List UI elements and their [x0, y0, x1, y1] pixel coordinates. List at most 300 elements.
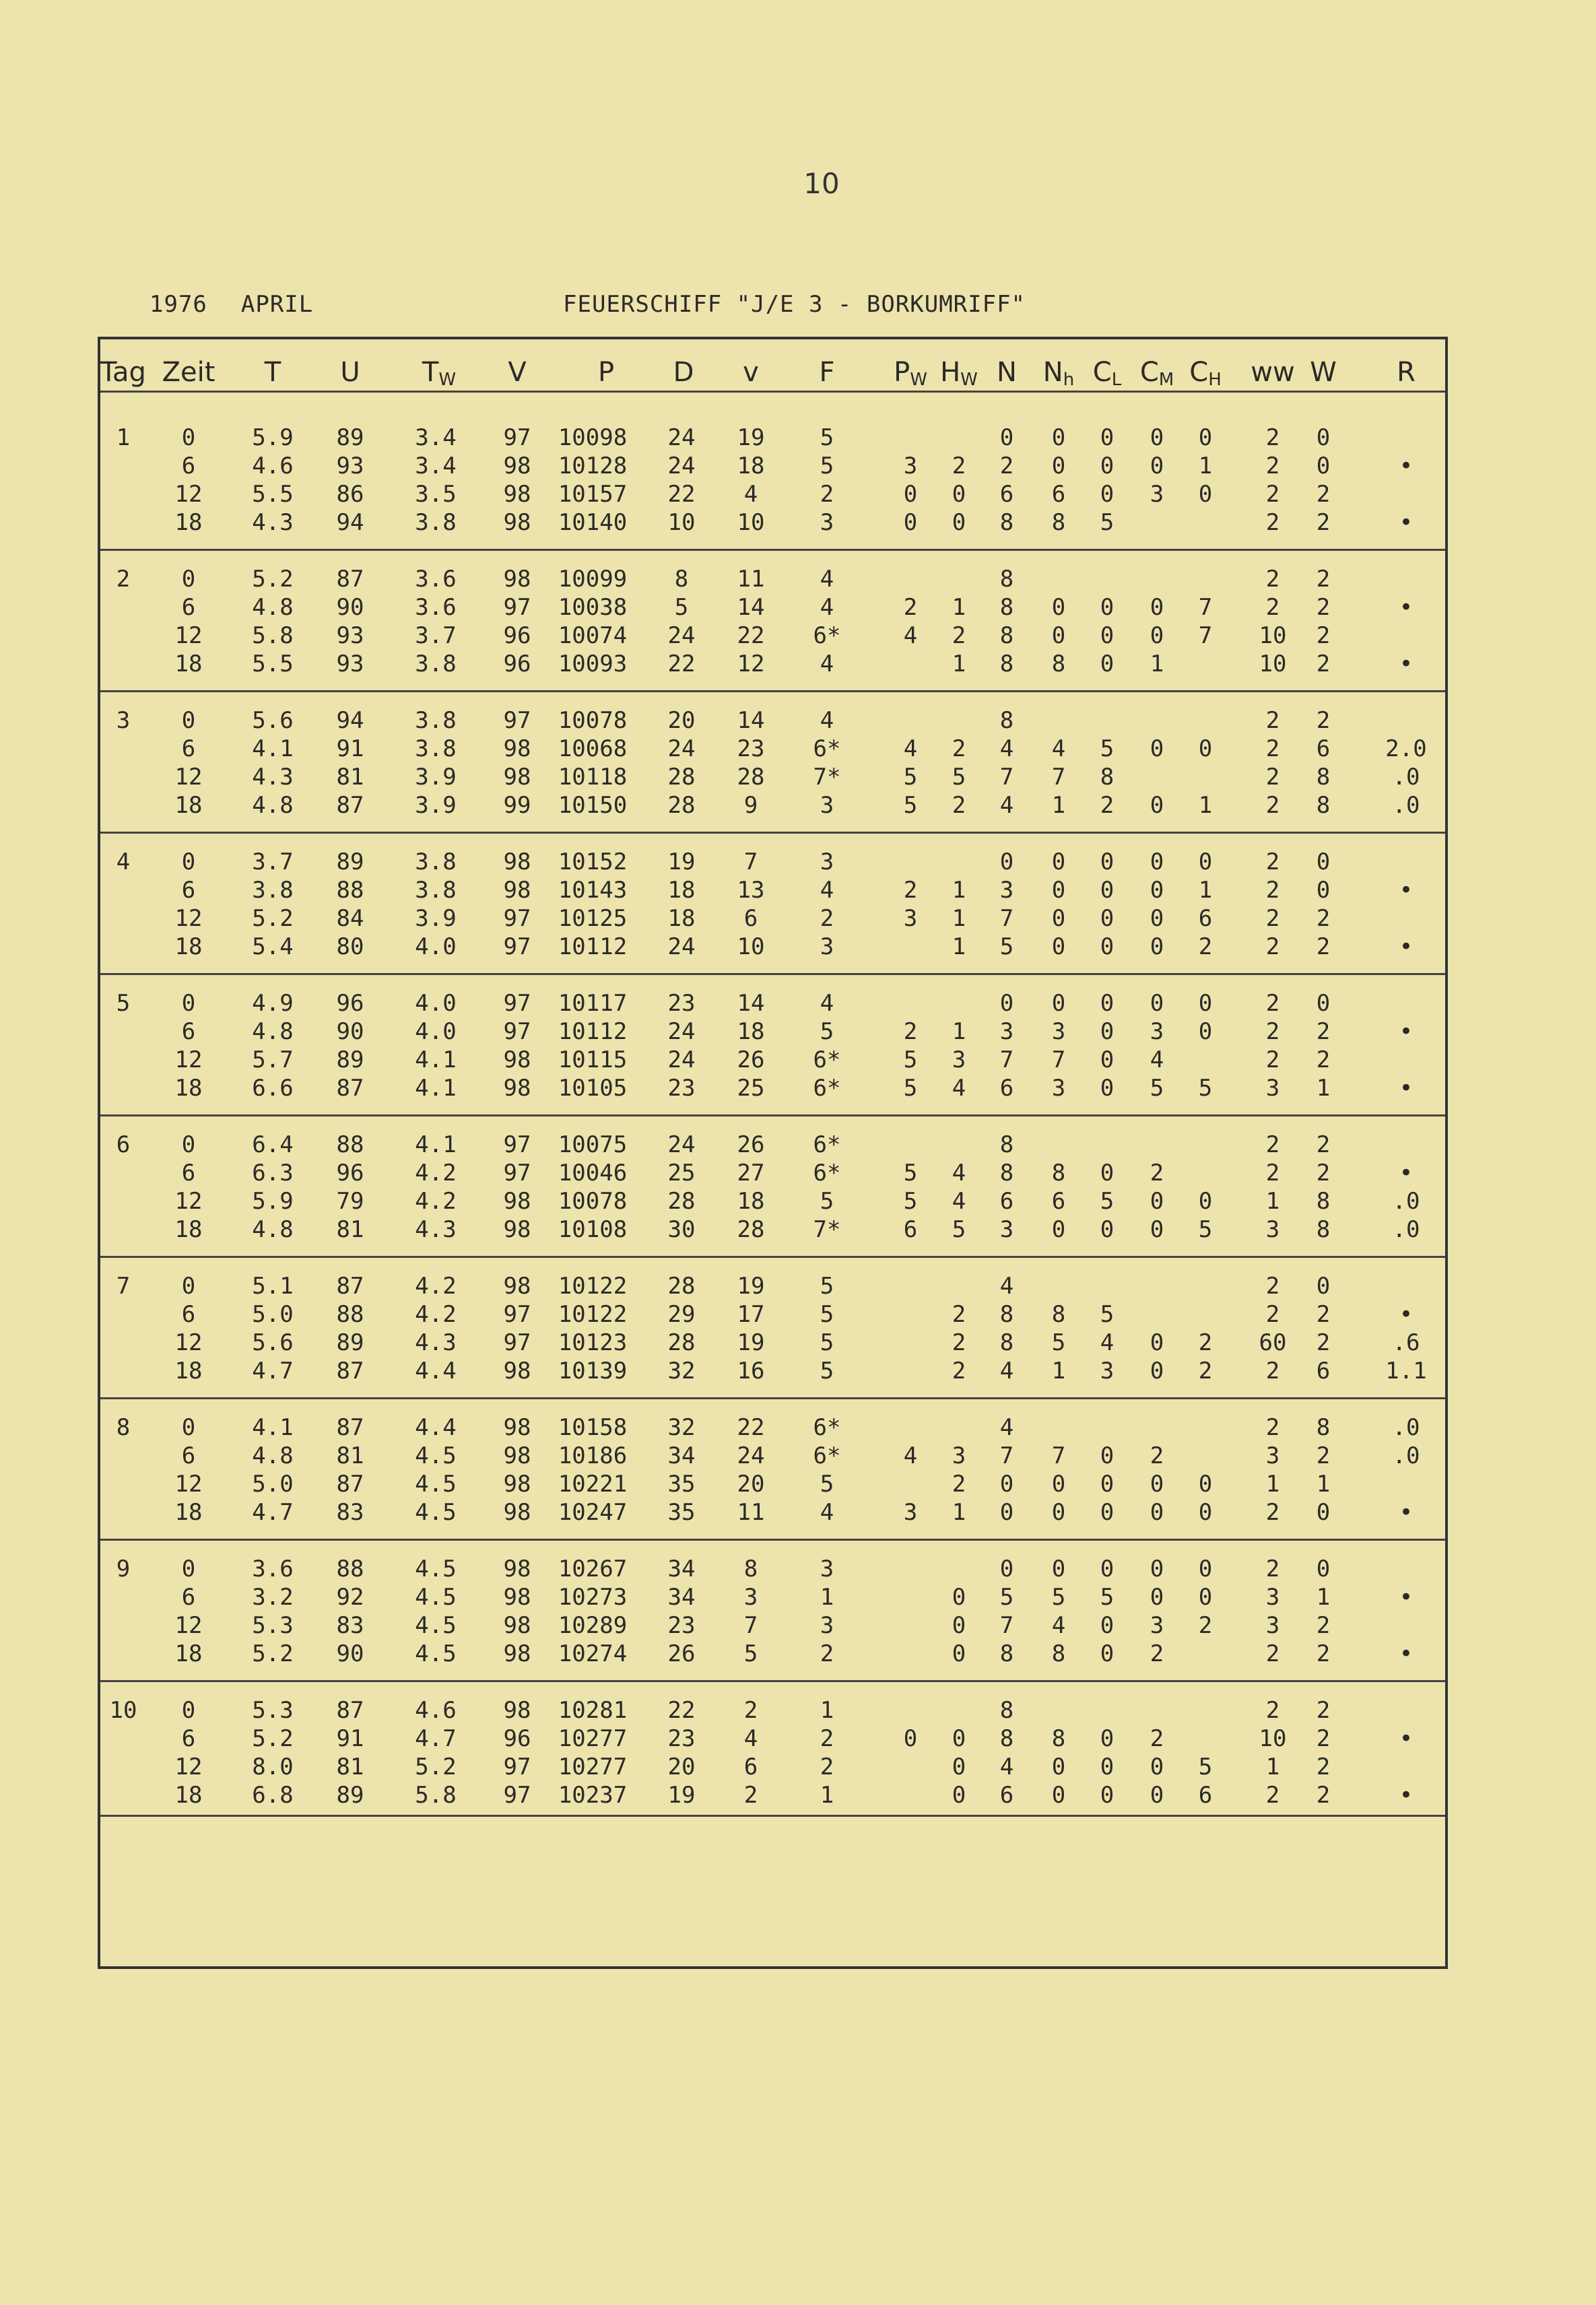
cell-t: 6.3	[252, 1160, 294, 1187]
cell-u: 90	[336, 1640, 364, 1667]
cell-w: 2	[1316, 1725, 1331, 1752]
cell-n: 8	[999, 1301, 1014, 1328]
cell-v: 13	[737, 877, 765, 904]
cell-t: 3.7	[252, 848, 294, 875]
cell-ww: 3	[1265, 1075, 1280, 1102]
cell-n: 5	[999, 1584, 1014, 1611]
cell-p: 10108	[558, 1216, 628, 1243]
cell-ch: 0	[1198, 1584, 1213, 1611]
cell-d: 24	[667, 1046, 696, 1073]
cell-p: 10277	[558, 1725, 628, 1752]
column-header-v	[743, 357, 759, 388]
cell-d: 22	[667, 481, 696, 508]
cell-tw: 3.6	[415, 566, 457, 593]
cell-cl: 8	[1100, 764, 1115, 791]
cell-v: 99	[503, 792, 531, 819]
cell-zeit: 6	[181, 1725, 196, 1752]
cell-d: 34	[667, 1442, 696, 1469]
cell-hw: 0	[952, 509, 966, 536]
cell-nh: 0	[1051, 990, 1066, 1017]
cell-r: .0	[1392, 792, 1420, 819]
cell-p: 10046	[558, 1160, 628, 1187]
cell-f: 2	[820, 905, 834, 932]
cell-w: 0	[1316, 424, 1331, 451]
cell-p: 10281	[558, 1697, 628, 1724]
cell-v: 98	[503, 1442, 531, 1469]
cell-tw: 4.5	[415, 1640, 457, 1667]
cell-cm: 0	[1150, 735, 1164, 762]
cell-n: 8	[999, 1131, 1014, 1158]
cell-cm: 0	[1150, 1499, 1164, 1526]
cell-r: .0	[1392, 1414, 1420, 1441]
cell-v: 8	[743, 1556, 758, 1582]
cell-pw: 0	[903, 1725, 918, 1752]
column-header-zeit	[162, 357, 215, 388]
cell-v: 26	[737, 1046, 765, 1073]
cell-u: 81	[336, 1753, 364, 1780]
cell-t: 4.8	[252, 1018, 294, 1045]
cell-zeit: 6	[181, 1160, 196, 1187]
cell-w: 2	[1316, 707, 1331, 734]
column-header-subscript: h	[1063, 370, 1075, 390]
cell-p: 10277	[558, 1753, 628, 1780]
cell-tw: 4.2	[415, 1301, 457, 1328]
cell-t: 3.2	[252, 1584, 294, 1611]
cell-w: 1	[1316, 1075, 1331, 1102]
cell-zeit: 12	[174, 481, 203, 508]
cell-f: 4	[820, 566, 834, 593]
cell-p: 10237	[558, 1782, 628, 1809]
cell-w: 8	[1316, 1216, 1331, 1243]
cell-hw: 1	[952, 877, 966, 904]
cell-ch: 0	[1198, 424, 1213, 451]
cell-u: 87	[336, 1075, 364, 1102]
cell-cl: 0	[1100, 424, 1115, 451]
cell-n: 8	[999, 707, 1014, 734]
cell-tw: 3.9	[415, 905, 457, 932]
cell-r: .0	[1392, 1442, 1420, 1469]
cell-n: 6	[999, 481, 1014, 508]
cell-f: 3	[820, 792, 834, 819]
cell-zeit: 18	[174, 1640, 203, 1667]
cell-d: 18	[667, 877, 696, 904]
cell-nh: 5	[1051, 1329, 1066, 1356]
cell-r: 1.1	[1385, 1358, 1427, 1384]
cell-cl: 0	[1100, 594, 1115, 621]
cell-u: 87	[336, 1697, 364, 1724]
day-number: 3	[116, 707, 131, 734]
cell-t: 4.7	[252, 1358, 294, 1384]
cell-tw: 4.1	[415, 1075, 457, 1102]
cell-ww: 1	[1265, 1188, 1280, 1215]
cell-u: 92	[336, 1584, 364, 1611]
cell-pw: 0	[903, 509, 918, 536]
cell-tw: 3.8	[415, 650, 457, 677]
cell-hw: 1	[952, 933, 966, 960]
cell-t: 3.8	[252, 877, 294, 904]
cell-tw: 4.5	[415, 1442, 457, 1469]
day-number: 9	[116, 1556, 131, 1582]
cell-zeit: 12	[174, 1329, 203, 1356]
cell-f: 6*	[813, 1046, 841, 1073]
cell-u: 87	[336, 792, 364, 819]
cell-t: 5.2	[252, 1725, 294, 1752]
cell-d: 23	[667, 990, 696, 1017]
cell-ww: 10	[1259, 622, 1287, 649]
cell-zeit: 0	[181, 848, 196, 875]
cell-r: •	[1399, 1160, 1414, 1187]
cell-ww: 2	[1265, 509, 1280, 536]
cell-u: 81	[336, 764, 364, 791]
cell-nh: 1	[1051, 1358, 1066, 1384]
cell-d: 32	[667, 1414, 696, 1441]
cell-u: 83	[336, 1612, 364, 1639]
cell-n: 3	[999, 877, 1014, 904]
cell-pw: 4	[903, 735, 918, 762]
cell-p: 10274	[558, 1640, 628, 1667]
cell-v: 14	[737, 990, 765, 1017]
cell-tw: 4.5	[415, 1612, 457, 1639]
cell-d: 24	[667, 735, 696, 762]
column-header-tw	[422, 357, 456, 390]
column-header-label: P	[597, 357, 615, 388]
cell-d: 24	[667, 1018, 696, 1045]
cell-zeit: 12	[174, 905, 203, 932]
cell-v: 98	[503, 453, 531, 479]
cell-tw: 4.0	[415, 1018, 457, 1045]
cell-cm: 0	[1150, 1216, 1164, 1243]
cell-zeit: 0	[181, 1556, 196, 1582]
cell-ww: 2	[1265, 1697, 1280, 1724]
cell-n: 7	[999, 1046, 1014, 1073]
cell-t: 5.5	[252, 650, 294, 677]
cell-ch: 0	[1198, 735, 1213, 762]
cell-d: 24	[667, 622, 696, 649]
day-divider	[100, 1256, 1445, 1258]
cell-ww: 2	[1265, 933, 1280, 960]
cell-p: 10075	[558, 1131, 628, 1158]
cell-w: 2	[1316, 594, 1331, 621]
cell-zeit: 12	[174, 1753, 203, 1780]
cell-r: •	[1399, 877, 1414, 904]
cell-r: •	[1399, 453, 1414, 479]
cell-zeit: 18	[174, 1782, 203, 1809]
cell-hw: 2	[952, 1329, 966, 1356]
cell-ww: 2	[1265, 877, 1280, 904]
cell-hw: 0	[952, 1753, 966, 1780]
cell-nh: 0	[1051, 1216, 1066, 1243]
column-header-d	[673, 357, 694, 388]
cell-u: 86	[336, 481, 364, 508]
cell-u: 83	[336, 1499, 364, 1526]
cell-zeit: 6	[181, 735, 196, 762]
cell-v: 22	[737, 622, 765, 649]
cell-v: 7	[743, 848, 758, 875]
cell-cm: 0	[1150, 1782, 1164, 1809]
cell-n: 8	[999, 650, 1014, 677]
cell-nh: 7	[1051, 764, 1066, 791]
cell-ww: 2	[1265, 707, 1280, 734]
cell-ch: 5	[1198, 1075, 1213, 1102]
cell-v: 97	[503, 1160, 531, 1187]
cell-v: 98	[503, 1273, 531, 1300]
cell-cm: 0	[1150, 848, 1164, 875]
cell-t: 5.3	[252, 1697, 294, 1724]
cell-p: 10123	[558, 1329, 628, 1356]
cell-ww: 2	[1265, 1499, 1280, 1526]
column-header-t	[265, 357, 281, 388]
cell-t: 3.6	[252, 1556, 294, 1582]
cell-u: 88	[336, 1131, 364, 1158]
cell-w: 2	[1316, 1131, 1331, 1158]
title-station: FEUERSCHIFF "J/E 3 - BORKUMRIFF"	[563, 291, 1026, 318]
cell-n: 4	[999, 1753, 1014, 1780]
cell-cl: 0	[1100, 622, 1115, 649]
cell-nh: 0	[1051, 1753, 1066, 1780]
cell-r: •	[1399, 1499, 1414, 1526]
cell-ww: 2	[1265, 848, 1280, 875]
day-divider	[100, 1114, 1445, 1116]
cell-ww: 10	[1259, 1725, 1287, 1752]
cell-hw: 2	[952, 1471, 966, 1498]
cell-t: 5.2	[252, 566, 294, 593]
cell-p: 10221	[558, 1471, 628, 1498]
cell-n: 0	[999, 1556, 1014, 1582]
column-header-label: Zeit	[162, 357, 215, 388]
cell-n: 8	[999, 566, 1014, 593]
cell-f: 2	[820, 1640, 834, 1667]
cell-v: 98	[503, 509, 531, 536]
cell-w: 2	[1316, 622, 1331, 649]
cell-pw: 5	[903, 1075, 918, 1102]
cell-r: •	[1399, 1782, 1414, 1809]
cell-u: 79	[336, 1188, 364, 1215]
cell-cl: 0	[1100, 1046, 1115, 1073]
cell-ww: 3	[1265, 1442, 1280, 1469]
cell-hw: 3	[952, 1046, 966, 1073]
cell-tw: 4.4	[415, 1358, 457, 1384]
cell-zeit: 18	[174, 650, 203, 677]
cell-d: 28	[667, 792, 696, 819]
cell-f: 2	[820, 1725, 834, 1752]
cell-nh: 0	[1051, 1471, 1066, 1498]
cell-ch: 6	[1198, 1782, 1213, 1809]
cell-d: 25	[667, 1160, 696, 1187]
cell-v: 98	[503, 1640, 531, 1667]
cell-tw: 3.7	[415, 622, 457, 649]
cell-v: 28	[737, 764, 765, 791]
cell-zeit: 18	[174, 1499, 203, 1526]
cell-ww: 2	[1265, 1414, 1280, 1441]
cell-p: 10186	[558, 1442, 628, 1469]
cell-u: 96	[336, 1160, 364, 1187]
cell-cm: 3	[1150, 1018, 1164, 1045]
cell-t: 6.8	[252, 1782, 294, 1809]
cell-p: 10125	[558, 905, 628, 932]
cell-t: 5.9	[252, 1188, 294, 1215]
cell-d: 5	[674, 594, 689, 621]
cell-d: 29	[667, 1301, 696, 1328]
cell-ch: 2	[1198, 1612, 1213, 1639]
cell-zeit: 0	[181, 1414, 196, 1441]
cell-hw: 0	[952, 1725, 966, 1752]
cell-cm: 0	[1150, 622, 1164, 649]
cell-cl: 0	[1100, 933, 1115, 960]
cell-f: 6*	[813, 735, 841, 762]
column-header-tag	[100, 357, 146, 388]
cell-u: 87	[336, 1273, 364, 1300]
cell-cl: 0	[1100, 1160, 1115, 1187]
cell-nh: 7	[1051, 1442, 1066, 1469]
cell-hw: 2	[952, 792, 966, 819]
cell-p: 10112	[558, 933, 628, 960]
cell-ch: 0	[1198, 1018, 1213, 1045]
cell-d: 28	[667, 1329, 696, 1356]
cell-t: 5.5	[252, 481, 294, 508]
cell-n: 7	[999, 1612, 1014, 1639]
day-divider	[100, 973, 1445, 975]
cell-w: 2	[1316, 1442, 1331, 1469]
cell-hw: 2	[952, 1358, 966, 1384]
cell-f: 7*	[813, 764, 841, 791]
cell-p: 10099	[558, 566, 628, 593]
cell-f: 4	[820, 594, 834, 621]
cell-r: •	[1399, 933, 1414, 960]
cell-zeit: 12	[174, 1188, 203, 1215]
cell-p: 10122	[558, 1273, 628, 1300]
cell-ch: 2	[1198, 933, 1213, 960]
cell-hw: 0	[952, 481, 966, 508]
cell-f: 2	[820, 481, 834, 508]
cell-v: 24	[737, 1442, 765, 1469]
cell-cm: 1	[1150, 650, 1164, 677]
day-number: 1	[116, 424, 131, 451]
cell-cl: 0	[1100, 877, 1115, 904]
cell-d: 28	[667, 1188, 696, 1215]
cell-cm: 0	[1150, 453, 1164, 479]
cell-cm: 0	[1150, 424, 1164, 451]
cell-n: 8	[999, 1640, 1014, 1667]
cell-d: 24	[667, 453, 696, 479]
cell-zeit: 0	[181, 1697, 196, 1724]
cell-f: 3	[820, 848, 834, 875]
cell-w: 1	[1316, 1584, 1331, 1611]
cell-zeit: 18	[174, 1216, 203, 1243]
cell-v: 11	[737, 1499, 765, 1526]
cell-zeit: 12	[174, 1046, 203, 1073]
day-number: 7	[116, 1273, 131, 1300]
cell-r: •	[1399, 594, 1414, 621]
column-header-subscript: W	[960, 370, 978, 390]
cell-w: 2	[1316, 1697, 1331, 1724]
column-header-label: V	[508, 357, 527, 388]
cell-w: 2	[1316, 1753, 1331, 1780]
header-rule	[100, 391, 1445, 393]
cell-pw: 6	[903, 1216, 918, 1243]
cell-t: 5.7	[252, 1046, 294, 1073]
cell-n: 4	[999, 735, 1014, 762]
cell-w: 8	[1316, 764, 1331, 791]
cell-w: 2	[1316, 1640, 1331, 1667]
cell-pw: 3	[903, 1499, 918, 1526]
cell-n: 4	[999, 1273, 1014, 1300]
cell-f: 4	[820, 1499, 834, 1526]
cell-ch: 7	[1198, 594, 1213, 621]
cell-v: 11	[737, 566, 765, 593]
cell-p: 10289	[558, 1612, 628, 1639]
cell-ch: 1	[1198, 453, 1213, 479]
column-header-f	[819, 357, 834, 388]
cell-zeit: 12	[174, 764, 203, 791]
cell-d: 28	[667, 764, 696, 791]
column-header-label: H	[940, 357, 961, 388]
cell-w: 0	[1316, 453, 1331, 479]
cell-r: •	[1399, 1584, 1414, 1611]
cell-d: 19	[667, 848, 696, 875]
cell-ch: 2	[1198, 1358, 1213, 1384]
cell-v: 25	[737, 1075, 765, 1102]
cell-f: 5	[820, 1471, 834, 1498]
cell-cm: 4	[1150, 1046, 1164, 1073]
column-header-label: U	[340, 357, 360, 388]
cell-v: 96	[503, 650, 531, 677]
cell-w: 2	[1316, 650, 1331, 677]
cell-ch: 0	[1198, 1471, 1213, 1498]
cell-ww: 60	[1259, 1329, 1287, 1356]
cell-r: .0	[1392, 1216, 1420, 1243]
cell-zeit: 6	[181, 1442, 196, 1469]
day-number: 10	[109, 1697, 137, 1724]
cell-p: 10112	[558, 1018, 628, 1045]
cell-n: 4	[999, 1414, 1014, 1441]
cell-pw: 5	[903, 764, 918, 791]
cell-n: 0	[999, 1471, 1014, 1498]
cell-d: 19	[667, 1782, 696, 1809]
cell-nh: 0	[1051, 622, 1066, 649]
cell-w: 6	[1316, 1358, 1331, 1384]
cell-d: 24	[667, 1131, 696, 1158]
cell-cl: 5	[1100, 1301, 1115, 1328]
cell-ch: 0	[1198, 1556, 1213, 1582]
cell-cm: 3	[1150, 1612, 1164, 1639]
cell-d: 23	[667, 1725, 696, 1752]
cell-w: 2	[1316, 905, 1331, 932]
cell-ww: 3	[1265, 1612, 1280, 1639]
cell-zeit: 12	[174, 1612, 203, 1639]
cell-v: 19	[737, 424, 765, 451]
cell-n: 7	[999, 905, 1014, 932]
column-header-cl	[1093, 357, 1121, 390]
cell-f: 3	[820, 1612, 834, 1639]
column-header-u	[340, 357, 360, 388]
cell-v: 97	[503, 424, 531, 451]
cell-ww: 2	[1265, 792, 1280, 819]
cell-v: 97	[503, 1329, 531, 1356]
cell-w: 2	[1316, 1301, 1331, 1328]
cell-t: 5.9	[252, 424, 294, 451]
cell-w: 0	[1316, 1499, 1331, 1526]
cell-t: 5.2	[252, 905, 294, 932]
cell-t: 4.6	[252, 453, 294, 479]
cell-f: 5	[820, 1329, 834, 1356]
cell-tw: 3.6	[415, 594, 457, 621]
cell-d: 26	[667, 1640, 696, 1667]
column-header-label: N	[997, 357, 1017, 388]
cell-p: 10157	[558, 481, 628, 508]
cell-f: 5	[820, 1358, 834, 1384]
cell-n: 2	[999, 453, 1014, 479]
cell-hw: 4	[952, 1188, 966, 1215]
